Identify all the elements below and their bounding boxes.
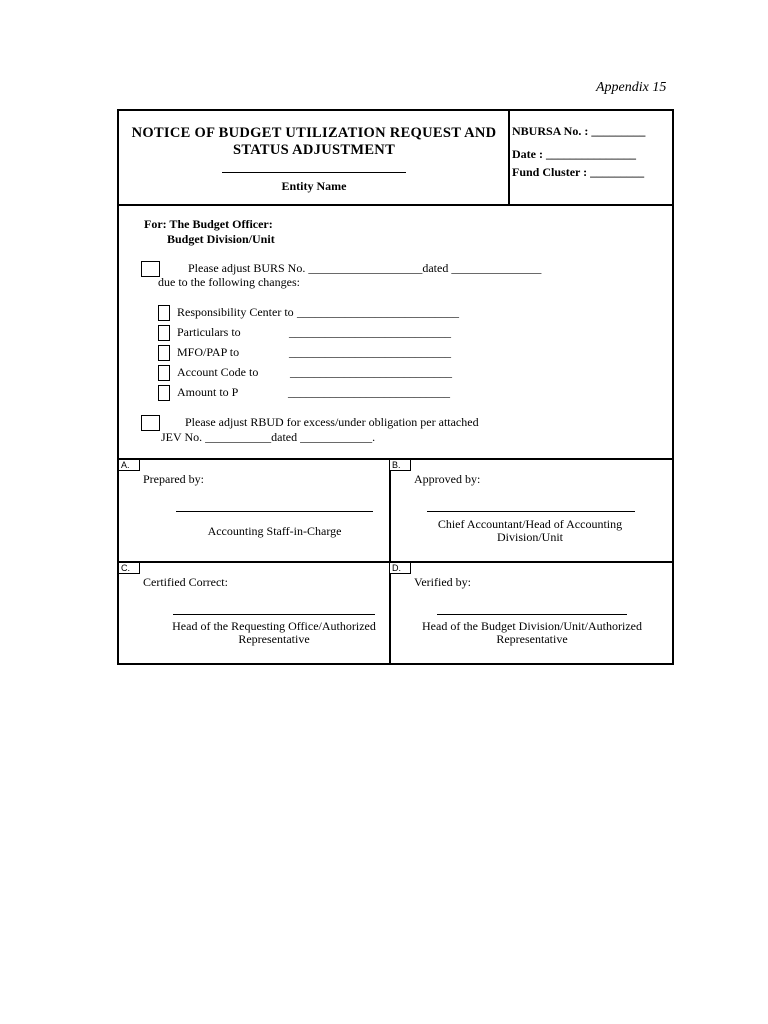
entity-name-label: Entity Name <box>281 179 347 193</box>
verified-by-signature-line[interactable] <box>437 614 627 615</box>
verified-by-caption: Verified by: <box>414 575 471 589</box>
certified-correct-role: Head of the Requesting Office/Authorized Representative <box>172 619 376 646</box>
account-code-blank[interactable]: ___________________________ <box>290 365 452 379</box>
particulars-label: Particulars to <box>177 325 241 339</box>
amount-label: Amount to P <box>177 385 239 399</box>
particulars-checkbox[interactable] <box>158 325 170 341</box>
adjust-rbud-text: Please adjust RBUD for excess/under obligation per attached <box>185 415 479 429</box>
verified-by-role: Head of the Budget Division/Unit/Authorized Representative <box>422 619 642 646</box>
amount-blank[interactable]: ___________________________ <box>288 385 450 399</box>
jev-line-text: JEV No. ___________dated ____________. <box>161 430 376 444</box>
approved-by-signature-line[interactable] <box>427 511 635 512</box>
budget-division-unit: Budget Division/Unit <box>167 232 275 246</box>
nbursa-no-field[interactable]: NBURSA No. : _________ <box>512 124 646 138</box>
mfo-pap-label: MFO/PAP to <box>177 345 240 359</box>
mfo-pap-checkbox[interactable] <box>158 345 170 361</box>
prepared-by-role: Accounting Staff-in-Charge <box>207 524 342 538</box>
entity-name-field[interactable] <box>222 172 406 173</box>
due-to-changes-text: due to the following changes: <box>158 275 300 289</box>
section-d-label: D. <box>389 562 411 574</box>
responsibility-center-blank[interactable]: ___________________________ <box>297 305 459 319</box>
responsibility-center-checkbox[interactable] <box>158 305 170 321</box>
approved-by-caption: Approved by: <box>414 472 481 486</box>
appendix-label: Appendix 15 <box>596 80 667 95</box>
certified-correct-signature-line[interactable] <box>173 614 375 615</box>
particulars-blank[interactable]: ___________________________ <box>289 325 451 339</box>
responsibility-center-label: Responsibility Center to <box>177 305 294 319</box>
mfo-pap-blank[interactable]: ___________________________ <box>289 345 451 359</box>
certified-correct-caption: Certified Correct: <box>143 575 228 589</box>
date-field[interactable]: Date : _______________ <box>512 147 636 161</box>
for-budget-officer: For: The Budget Officer: <box>144 217 273 231</box>
section-c-label: C. <box>118 562 140 574</box>
prepared-by-caption: Prepared by: <box>143 472 204 486</box>
section-b-label: B. <box>389 459 411 471</box>
amount-checkbox[interactable] <box>158 385 170 401</box>
approved-by-role: Chief Accountant/Head of Accounting Division/Unit <box>437 517 623 544</box>
adjust-burs-text: Please adjust BURS No. ___________________dated _______________ <box>188 261 542 275</box>
fund-cluster-field[interactable]: Fund Cluster : _________ <box>512 165 645 179</box>
adjust-rbud-checkbox[interactable] <box>141 415 160 431</box>
header-divider <box>508 110 510 205</box>
form-title: NOTICE OF BUDGET UTILIZATION REQUEST AND STATUS ADJUSTMENT <box>131 125 497 158</box>
prepared-by-signature-line[interactable] <box>176 511 373 512</box>
account-code-label: Account Code to <box>177 365 259 379</box>
section-a-label: A. <box>118 459 140 471</box>
header-bottom-rule <box>118 204 674 206</box>
account-code-checkbox[interactable] <box>158 365 170 381</box>
